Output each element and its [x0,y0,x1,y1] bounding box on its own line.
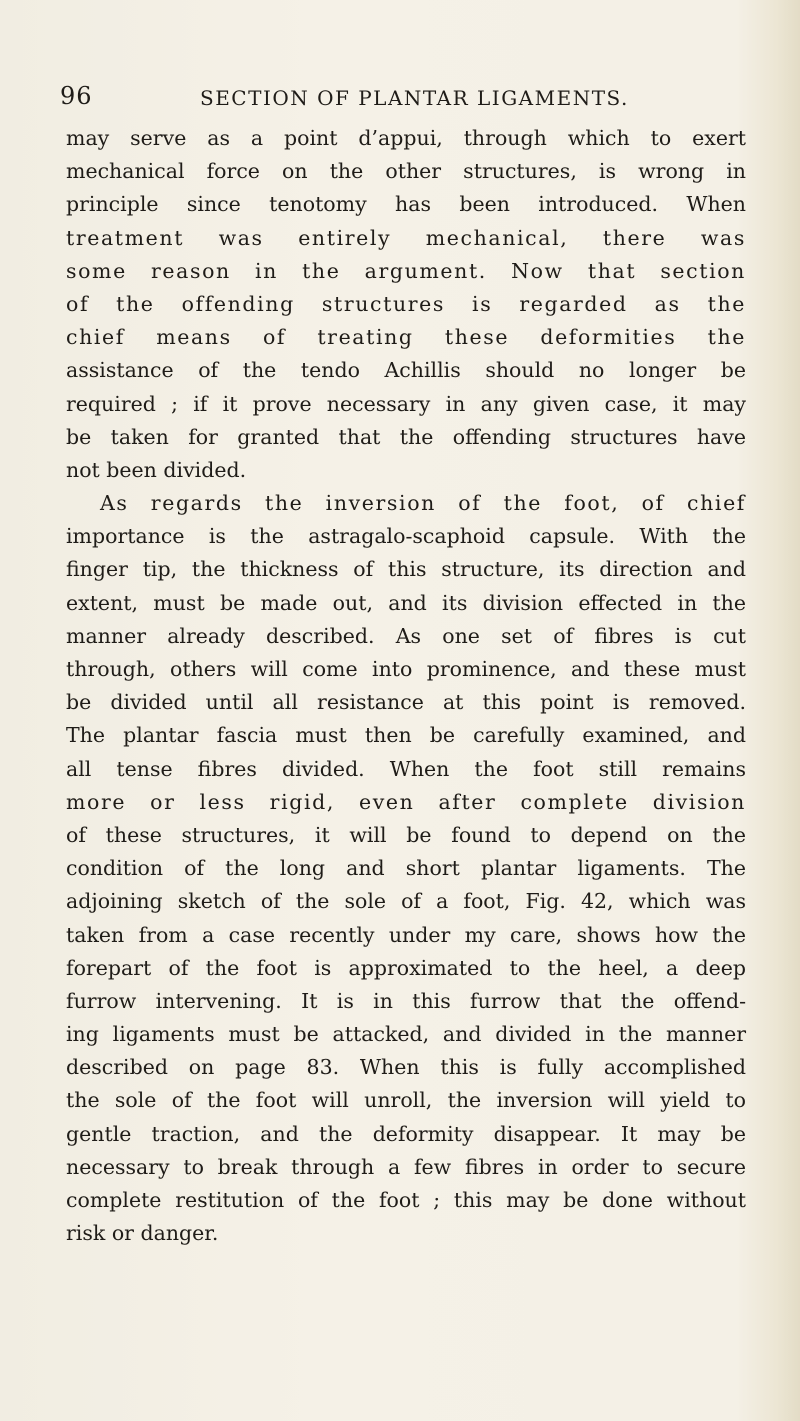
text-line: required ; if it prove necessary in any given case, it may [66,391,746,416]
text-line: condition of the long and short plantar ligaments. The [66,856,746,881]
text-line: taken from a case recently under my care, shows how the [66,922,746,947]
running-head: SECTION OF PLANTAR LIGAMENTS. [200,86,629,110]
text-line: treatment was entirely mechanical, there was [66,225,746,250]
text-line: not been divided. [66,457,247,482]
text-line: manner already described. As one set of fibres is cut [66,623,746,648]
body-text [66,122,746,1250]
text-line: furrow intervening. It is in this furrow that the offend- [66,988,746,1013]
text-line: As regards the inversion of the foot, of chief [100,491,746,516]
text-line: forepart of the foot is approximated to the heel, a deep [66,955,746,980]
text-line: some reason in the argument. Now that section [66,258,746,283]
text-line: importance is the astragalo-scaphoid capsule. With the [66,524,746,549]
text-line: be divided until all resistance at this point is removed. [66,690,746,715]
page-header [60,82,760,122]
text-line: finger tip, the thickness of this structure, its direction and [66,557,746,582]
text-line: through, others will come into prominence, and these must [66,657,746,681]
text-line: all tense fibres divided. When the foot still remains [66,756,746,781]
text-line: chief means of treating these deformities the [66,325,746,350]
text-line: of these structures, it will be found to depend on the [66,822,746,847]
text-line: The plantar fascia must then be carefully examined, and [66,723,746,748]
text-line: assistance of the tendo Achillis should no longer be [66,358,746,383]
page-number: 96 [60,82,93,110]
text-line: of the offending structures is regarded as the [66,291,746,316]
text-line: adjoining sketch of the sole of a foot, Fig. 42, which was [66,889,746,914]
text-line: risk or danger. [66,1221,219,1246]
text-line: mechanical force on the other structures, is wrong in [66,159,746,184]
text-line: complete restitution of the foot ; this may be done without [66,1188,746,1212]
text-line: extent, must be made out, and its division effected in the [66,590,746,615]
text-line: more or less rigid, even after complete division [66,789,746,814]
text-line: gentle traction, and the deformity disappear. It may be [66,1121,746,1146]
text-line: principle since tenotomy has been introduced. When [66,192,746,217]
text-line: may serve as a point d’appui, through which to exert [66,126,746,150]
text-line: be taken for granted that the offending structures have [66,424,746,449]
text-line: necessary to break through a few fibres in order to secure [66,1154,746,1179]
text-line: described on page 83. When this is fully accomplished [66,1055,746,1080]
text-line: ing ligaments must be attacked, and divided in the manner [66,1022,746,1047]
text-line: the sole of the foot will unroll, the inversion will yield to [66,1088,746,1113]
